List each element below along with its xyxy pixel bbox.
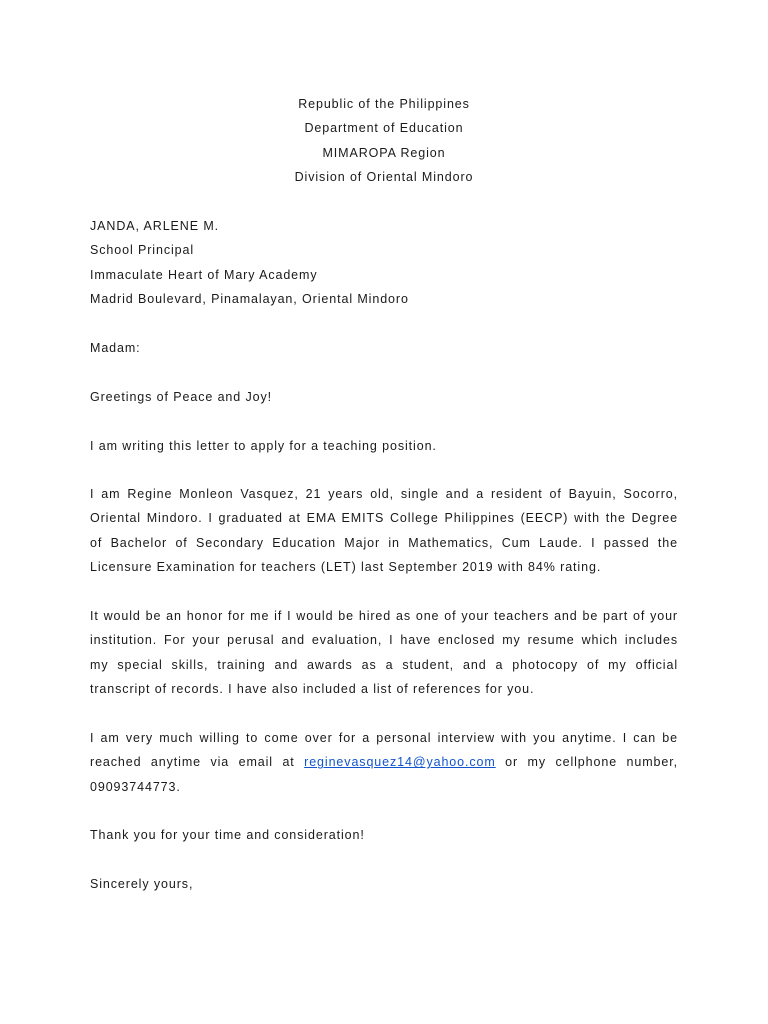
recipient-title: School Principal <box>90 243 195 258</box>
header-country: Republic of the Philippines <box>298 97 470 111</box>
paragraph-line: Licensure Examination for teachers (LET) last September 2019 with 84% rating. <box>90 560 602 575</box>
closing-text: Sincerely yours, <box>90 877 194 891</box>
paragraph-line: It would be an honor for me if I would be hired as one of your teachers and be part of your <box>90 609 678 623</box>
email-link[interactable]: reginevasquez14@yahoo.com <box>304 755 496 770</box>
recipient-school: Immaculate Heart of Mary Academy <box>90 267 318 282</box>
paragraph-enclosures <box>90 604 678 702</box>
header-region: MIMAROPA Region <box>322 145 446 160</box>
thanks-text: Thank you for your time and consideration! <box>90 828 365 842</box>
greeting <box>90 385 678 409</box>
paragraph-background <box>90 482 678 580</box>
paragraph-line-email <box>90 750 678 774</box>
paragraph-line: transcript of records. I have also included a list of references for you. <box>90 682 535 697</box>
salutation-text: Madam: <box>90 341 141 355</box>
intro-paragraph <box>90 434 678 458</box>
letter-header <box>0 92 768 189</box>
closing <box>90 872 678 896</box>
header-division: Division of Oriental Mindoro <box>294 169 474 184</box>
contact-text-after: or my cellphone number, <box>495 755 678 770</box>
contact-text-before: reached anytime via email at <box>90 755 305 770</box>
paragraph-line: I am Regine Monleon Vasquez, 21 years old, single and a resident of Bayuin, Socorro, <box>90 487 678 501</box>
greeting-text: Greetings of Peace and Joy! <box>90 390 273 404</box>
paragraph-line: my special skills, training and awards as a student, and a photocopy of my official <box>90 657 678 672</box>
paragraph-line: Oriental Mindoro. I graduated at EMA EMITS College Philippines (EECP) with the Degree <box>90 511 678 526</box>
paragraph-contact <box>90 726 678 799</box>
salutation <box>90 336 678 360</box>
phone-number: 09093744773. <box>90 779 181 794</box>
paragraph-line: I am very much willing to come over for a personal interview with you anytime. I can be <box>90 731 678 745</box>
recipient-block <box>90 214 678 312</box>
recipient-address: Madrid Boulevard, Pinamalayan, Oriental Mindoro <box>90 292 409 307</box>
header-department: Department of Education <box>304 121 464 136</box>
paragraph-line: of Bachelor of Secondary Education Major in Mathematics, Cum Laude. I passed the <box>90 535 678 550</box>
intro-text: I am writing this letter to apply for a teaching position. <box>90 439 437 453</box>
thanks <box>90 823 678 847</box>
paragraph-line: institution. For your perusal and evaluation, I have enclosed my resume which includes <box>90 633 678 648</box>
recipient-name: JANDA, ARLENE M. <box>90 219 220 233</box>
